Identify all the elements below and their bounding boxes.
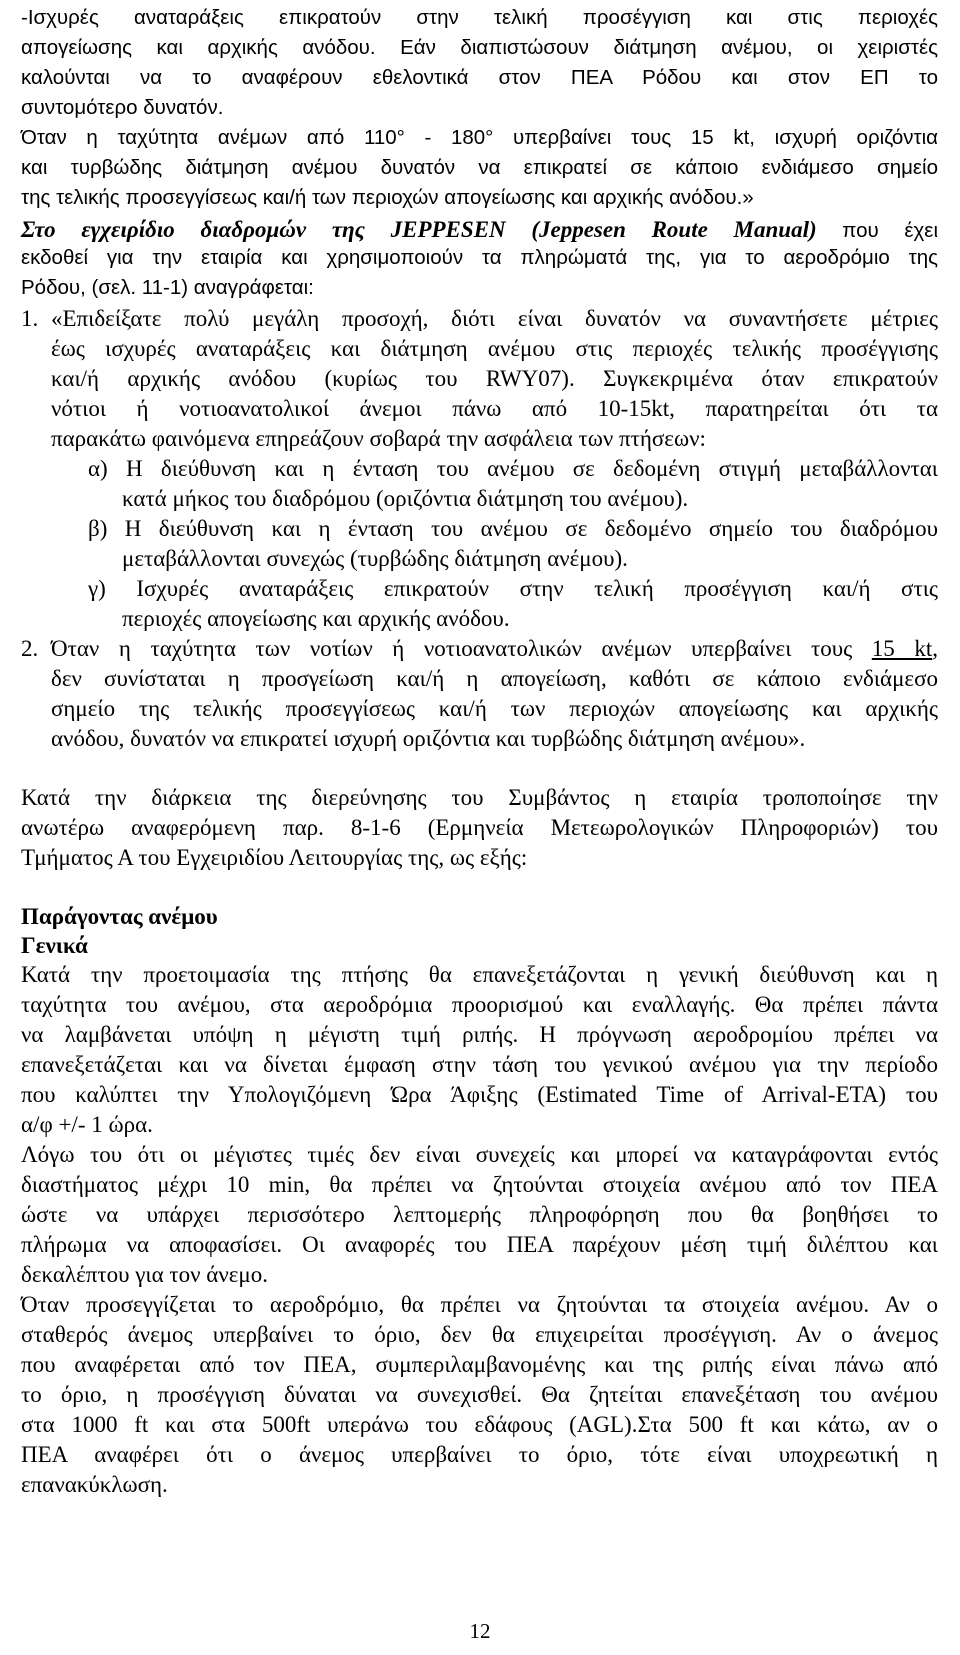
text-line: σημείο της τελικής προσεγγίσεως και/ή των περιοχών απογείωσης και αρχικής	[51, 696, 938, 721]
text-line: σταθερός άνεμος υπερβαίνει το όριο, δεν θα επιχειρείται προσέγγιση. Αν ο άνεμος	[21, 1322, 938, 1347]
text-line: που αναφέρεται από τον ΠΕΑ, συμπεριλαμβανομένης και της ριπής είναι πάνω από	[21, 1352, 938, 1377]
text-line: ώστε να υπάρχει περισσότερο λεπτομερής πληροφόρηση που θα βοηθήσει το	[21, 1202, 938, 1227]
text-line: ανωτέρω αναφερόμενη παρ. 8-1-6 (Ερμηνεία Μετεωρολογικών Πληροφοριών) του	[21, 815, 938, 840]
text-line: ταχύτητα του ανέμου, στα αεροδρόμια προορισμού και εναλλαγής. Θα πρέπει πάντα	[21, 992, 938, 1017]
text-line: το όριο, η προσέγγιση δύναται να συνεχισθεί. Θα ζητείται επανεξέταση του ανέμου	[21, 1382, 938, 1407]
section-heading: Παράγοντας ανέμου	[21, 904, 218, 929]
text-line: γ) Ισχυρές αναταράξεις επικρατούν στην τελική προσέγγιση και/ή στις	[88, 576, 938, 601]
list-number: 1.	[21, 306, 39, 331]
text-line: β) Η διεύθυνση και η ένταση του ανέμου σε δεδομένο σημείο του διαδρόμου	[88, 516, 938, 541]
text-line: νότιοι ή νοτιοανατολικοί άνεμοι πάνω από 10-15kt, παρατηρείται ότι τα	[51, 396, 938, 421]
text-line: και τυρβώδης διάτμηση ανέμου δυνατόν να επικρατεί σε κάποιο ενδιάμεσο σημείο	[21, 156, 938, 179]
text-line: και/ή αρχικής ανόδου (κυρίως του RWY07). Συγκεκριμένα όταν επικρατούν	[51, 366, 938, 391]
text-line: επανακύκλωση.	[21, 1472, 168, 1497]
text-line: δεκαλέπτου για τον άνεμο.	[21, 1262, 268, 1287]
text-line: Τμήματος Α του Εγχειριδίου Λειτουργίας της, ως εξής:	[21, 845, 528, 870]
text-line: Κατά την προετοιμασία της πτήσης θα επανεξετάζονται η γενική διεύθυνση και η	[21, 962, 938, 987]
wind-limit-value: 15 kt	[871, 636, 933, 661]
text-line: της τελικής προσεγγίσεως και/ή των περιοχών απογείωσης και αρχικής ανόδου.»	[21, 186, 754, 209]
text-line: περιοχές απογείωσης και αρχικής ανόδου.	[122, 606, 510, 631]
page-number: 12	[469, 1619, 491, 1643]
text-line: Ρόδου, (σελ. 11-1) αναγράφεται:	[21, 276, 314, 299]
text-line: Κατά την διάρκεια της διερεύνησης του Συμβάντος η εταιρία τροποποίησε την	[21, 785, 938, 810]
text-line: ανόδου, δυνατόν να επικρατεί ισχυρή οριζόντια και τυρβώδης διάτμηση ανέμου».	[51, 726, 806, 751]
subsection-heading: Γενικά	[21, 933, 88, 958]
text-line: «Επιδείξατε πολύ μεγάλη προσοχή, διότι είναι δυνατόν να συναντήσετε μέτριες	[51, 306, 938, 331]
text-line: επανεξετάζεται και να δίνεται έμφαση στην τάση του γενικού ανέμου για την περίοδο	[21, 1052, 938, 1077]
text-line: παρακάτω φαινόμενα επηρεάζουν σοβαρά την ασφάλεια των πτήσεων:	[51, 426, 706, 451]
text-line: που καλύπτει την Υπολογιζόμενη Ώρα Άφιξης (Estimated Time of Arrival-ETA) του	[21, 1082, 938, 1107]
jeppesen-manual-title: Στο εγχειρίδιο διαδρομών της JEPPESEN (Jeppesen Route Manual)	[21, 217, 817, 242]
text-line: πλήρωμα να αποφασίσει. Οι αναφορές του ΠΕΑ παρέχουν μέση τιμή διλέπτου και	[21, 1232, 938, 1257]
text-line: απογείωσης και αρχικής ανόδου. Εάν διαπιστώσουν διάτμηση ανέμου, οι χειριστές	[21, 36, 938, 59]
text-line: να λαμβάνεται υπόψη η μέγιστη τιμή ριπής. Η πρόγνωση αεροδρομίου πρέπει να	[21, 1022, 938, 1047]
text-line	[51, 637, 938, 660]
text-line: ΠΕΑ αναφέρει ότι ο άνεμος υπερβαίνει το όριο, τότε είναι υποχρεωτική η	[21, 1442, 938, 1467]
text-line: κατά μήκος του διαδρόμου (οριζόντια διάτμηση του ανέμου).	[122, 486, 689, 511]
text-line: μεταβάλλονται συνεχώς (τυρβώδης διάτμηση ανέμου).	[122, 546, 628, 571]
list-number: 2.	[21, 636, 39, 661]
text-line: -Ισχυρές αναταράξεις επικρατούν στην τελική προσέγγιση και στις περιοχές	[21, 6, 938, 29]
text-line: δεν συνίσταται η προσγείωση και/ή η απογείωση, καθότι σε κάποιο ενδιάμεσο	[51, 666, 938, 691]
text-line: διαστήματος μέχρι 10 min, θα πρέπει να ζητούνται στοιχεία ανέμου από τον ΠΕΑ	[21, 1172, 938, 1197]
text-line: Όταν η ταχύτητα ανέμων από 110° - 180° υπερβαίνει τους 15 kt, ισχυρή οριζόντια	[21, 126, 938, 149]
text-line: καλούνται να το αναφέρουν εθελοντικά στον ΠΕΑ Ρόδου και στον ΕΠ το	[21, 66, 938, 89]
text-line: έως ισχυρές αναταράξεις και διάτμηση ανέμου στις περιοχές τελικής προσέγγισης	[51, 336, 938, 361]
text-line	[21, 218, 938, 242]
text-line: συντομότερο δυνατόν.	[21, 96, 224, 119]
text-line: στα 1000 ft και στα 500ft υπεράνω του εδάφους (AGL).Στα 500 ft και κάτω, αν ο	[21, 1412, 938, 1437]
text-line: Λόγω του ότι οι μέγιστες τιμές δεν είναι συνεχείς και μπορεί να καταγράφονται εντός	[21, 1142, 938, 1167]
text-fragment: Όταν η ταχύτητα των νοτίων ή νοτιοανατολικών ανέμων υπερβαίνει τους	[51, 636, 872, 661]
text-line: Όταν προσεγγίζεται το αεροδρόμιο, θα πρέπει να ζητούνται τα στοιχεία ανέμου. Αν ο	[21, 1292, 938, 1317]
text-line: α) Η διεύθυνση και η ένταση του ανέμου σε δεδομένη στιγμή μεταβάλλονται	[88, 456, 938, 481]
text-fragment: που έχει	[816, 219, 938, 242]
text-line: εκδοθεί για την εταιρία και χρησιμοποιούν τα πληρώματά της, για το αεροδρόμιο της	[21, 246, 938, 269]
text-line: α/φ +/- 1 ώρα.	[21, 1112, 153, 1137]
text-fragment: ,	[932, 636, 938, 661]
